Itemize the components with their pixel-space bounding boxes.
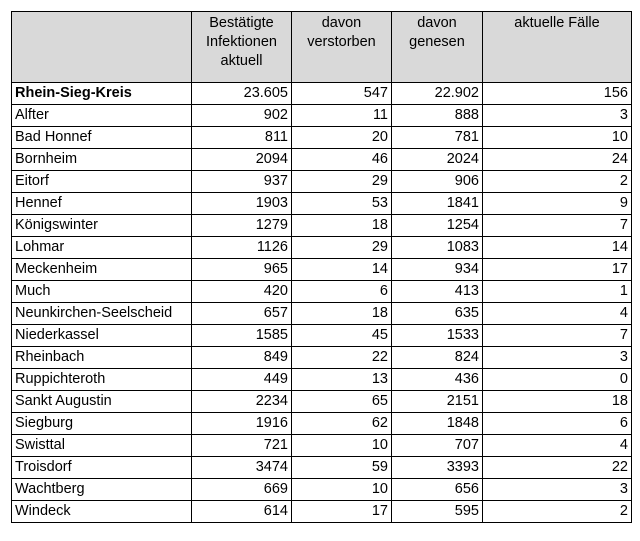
row-name: Ruppichteroth — [12, 369, 192, 391]
row-name: Alfter — [12, 105, 192, 127]
cell-recovered: 1254 — [392, 215, 483, 237]
cell-recovered: 781 — [392, 127, 483, 149]
table-row — [12, 325, 632, 347]
cell-current: 17 — [483, 259, 632, 281]
cell-confirmed: 1903 — [192, 193, 292, 215]
cell-deceased: 29 — [292, 171, 392, 193]
cell-recovered: 413 — [392, 281, 483, 303]
header-row — [12, 12, 632, 83]
table-row — [12, 237, 632, 259]
cell-confirmed: 811 — [192, 127, 292, 149]
cell-deceased: 45 — [292, 325, 392, 347]
cell-recovered: 934 — [392, 259, 483, 281]
cell-current: 10 — [483, 127, 632, 149]
row-name: Sankt Augustin — [12, 391, 192, 413]
row-name: Meckenheim — [12, 259, 192, 281]
cell-current: 24 — [483, 149, 632, 171]
cell-current: 7 — [483, 325, 632, 347]
row-name: Neunkirchen-Seelscheid — [12, 303, 192, 325]
cell-recovered: 1848 — [392, 413, 483, 435]
cell-current: 4 — [483, 435, 632, 457]
table-row — [12, 435, 632, 457]
cell-deceased: 547 — [292, 83, 392, 105]
table-row — [12, 259, 632, 281]
row-name: Niederkassel — [12, 325, 192, 347]
cell-recovered: 656 — [392, 479, 483, 501]
cell-deceased: 20 — [292, 127, 392, 149]
cell-deceased: 59 — [292, 457, 392, 479]
cell-confirmed: 23.605 — [192, 83, 292, 105]
cell-current: 3 — [483, 479, 632, 501]
row-name: Wachtberg — [12, 479, 192, 501]
cell-recovered: 888 — [392, 105, 483, 127]
row-name: Rheinbach — [12, 347, 192, 369]
cell-current: 4 — [483, 303, 632, 325]
cell-deceased: 14 — [292, 259, 392, 281]
cell-deceased: 18 — [292, 303, 392, 325]
cell-deceased: 11 — [292, 105, 392, 127]
cell-deceased: 6 — [292, 281, 392, 303]
cell-recovered: 3393 — [392, 457, 483, 479]
row-name: Much — [12, 281, 192, 303]
table-row — [12, 105, 632, 127]
cell-current: 2 — [483, 171, 632, 193]
table-row — [12, 479, 632, 501]
header-confirmed: Bestätigte Infektionen aktuell — [192, 12, 292, 83]
cell-current: 156 — [483, 83, 632, 105]
cell-confirmed: 902 — [192, 105, 292, 127]
cell-current: 2 — [483, 501, 632, 523]
cell-current: 6 — [483, 413, 632, 435]
cell-current: 0 — [483, 369, 632, 391]
row-name: Troisdorf — [12, 457, 192, 479]
cell-confirmed: 1916 — [192, 413, 292, 435]
table-row — [12, 127, 632, 149]
table-row — [12, 347, 632, 369]
cell-confirmed: 1585 — [192, 325, 292, 347]
cell-confirmed: 1126 — [192, 237, 292, 259]
header-current: aktuelle Fälle — [483, 12, 632, 83]
cell-deceased: 46 — [292, 149, 392, 171]
cell-confirmed: 669 — [192, 479, 292, 501]
cell-current: 3 — [483, 347, 632, 369]
cell-recovered: 2024 — [392, 149, 483, 171]
table-row — [12, 391, 632, 413]
table-row — [12, 303, 632, 325]
cell-recovered: 2151 — [392, 391, 483, 413]
row-name: Bad Honnef — [12, 127, 192, 149]
cell-confirmed: 721 — [192, 435, 292, 457]
cell-deceased: 17 — [292, 501, 392, 523]
row-name: Bornheim — [12, 149, 192, 171]
cell-current: 18 — [483, 391, 632, 413]
cell-recovered: 824 — [392, 347, 483, 369]
cell-deceased: 10 — [292, 479, 392, 501]
cell-confirmed: 3474 — [192, 457, 292, 479]
cell-confirmed: 657 — [192, 303, 292, 325]
cell-current: 14 — [483, 237, 632, 259]
infection-table — [11, 11, 632, 523]
cell-current: 3 — [483, 105, 632, 127]
cell-confirmed: 937 — [192, 171, 292, 193]
cell-confirmed: 420 — [192, 281, 292, 303]
cell-recovered: 707 — [392, 435, 483, 457]
row-name: Siegburg — [12, 413, 192, 435]
table-row — [12, 501, 632, 523]
cell-recovered: 1841 — [392, 193, 483, 215]
cell-recovered: 1083 — [392, 237, 483, 259]
cell-deceased: 53 — [292, 193, 392, 215]
header-name — [12, 12, 192, 83]
header-deceased: davon verstorben — [292, 12, 392, 83]
row-name: Hennef — [12, 193, 192, 215]
row-name: Rhein-Sieg-Kreis — [12, 83, 192, 105]
cell-confirmed: 965 — [192, 259, 292, 281]
cell-recovered: 595 — [392, 501, 483, 523]
cell-recovered: 436 — [392, 369, 483, 391]
table-row — [12, 215, 632, 237]
cell-deceased: 22 — [292, 347, 392, 369]
table-row — [12, 369, 632, 391]
table-row — [12, 457, 632, 479]
row-name: Lohmar — [12, 237, 192, 259]
cell-confirmed: 614 — [192, 501, 292, 523]
row-name: Swisttal — [12, 435, 192, 457]
table-row — [12, 193, 632, 215]
cell-current: 7 — [483, 215, 632, 237]
row-name: Windeck — [12, 501, 192, 523]
row-name: Königswinter — [12, 215, 192, 237]
cell-current: 22 — [483, 457, 632, 479]
cell-deceased: 29 — [292, 237, 392, 259]
cell-confirmed: 2234 — [192, 391, 292, 413]
cell-deceased: 10 — [292, 435, 392, 457]
table-row — [12, 281, 632, 303]
cell-current: 1 — [483, 281, 632, 303]
cell-recovered: 1533 — [392, 325, 483, 347]
cell-confirmed: 849 — [192, 347, 292, 369]
table-row — [12, 171, 632, 193]
table-row — [12, 149, 632, 171]
cell-recovered: 635 — [392, 303, 483, 325]
cell-current: 9 — [483, 193, 632, 215]
cell-confirmed: 1279 — [192, 215, 292, 237]
total-row — [12, 83, 632, 105]
cell-deceased: 13 — [292, 369, 392, 391]
header-recovered: davon genesen — [392, 12, 483, 83]
cell-confirmed: 2094 — [192, 149, 292, 171]
cell-deceased: 65 — [292, 391, 392, 413]
cell-deceased: 18 — [292, 215, 392, 237]
cell-confirmed: 449 — [192, 369, 292, 391]
cell-recovered: 906 — [392, 171, 483, 193]
cell-deceased: 62 — [292, 413, 392, 435]
cell-recovered: 22.902 — [392, 83, 483, 105]
row-name: Eitorf — [12, 171, 192, 193]
table-row — [12, 413, 632, 435]
